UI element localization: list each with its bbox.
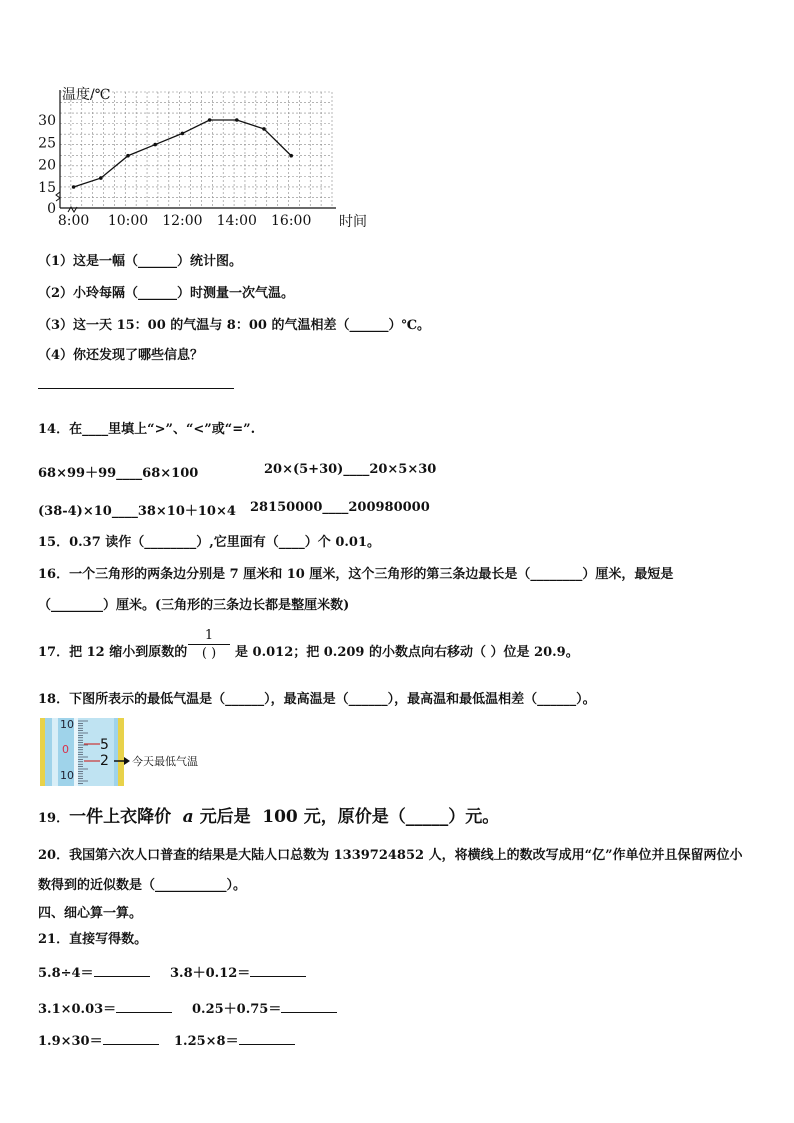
q20-line-1: 20．我国第六次人口普查的结果是大陆人口总数为 1339724852 人，将横线上的数改写成用“亿”作单位并且保留两位小 xyxy=(38,848,743,863)
q13-part2: （2）小玲每隔（______）时测量一次气温。 xyxy=(38,286,295,301)
data-point xyxy=(262,127,266,131)
q21-item-c xyxy=(38,998,172,1017)
chart-series xyxy=(72,118,293,189)
data-point xyxy=(289,154,293,158)
q21-item-a-expr: 5.8÷4＝ xyxy=(38,966,94,981)
data-point xyxy=(153,143,157,147)
fraction-numerator: 1 xyxy=(204,628,214,643)
q21-item-d-expr: 0.25＋0.75＝ xyxy=(192,1002,282,1017)
q17-fraction xyxy=(188,628,230,661)
y-tick-label: 20 xyxy=(38,157,56,174)
q19-number: 19． xyxy=(38,811,70,826)
y-tick-label: 25 xyxy=(38,135,56,152)
q18-text: 18．下图所表示的最低气温是（______），最高温是（______），最高温和最低温相差（______）。 xyxy=(38,692,596,707)
thermo-mark-low: 2 xyxy=(100,753,109,769)
q13-part3: （3）这一天 15：00 的气温与 8：00 的气温相差（______）℃。 xyxy=(38,318,431,333)
chart-grid xyxy=(60,92,332,208)
answer-blank[interactable] xyxy=(103,1030,159,1045)
temperature-series-line xyxy=(74,120,292,187)
y-tick-label: 30 xyxy=(38,113,56,129)
answer-blank[interactable] xyxy=(239,1030,295,1045)
q19-part-a: 一件上衣降价 xyxy=(69,807,172,827)
q21-item-d xyxy=(192,998,337,1017)
q14-title: 14．在____里填上“>”、“<”或“=”. xyxy=(38,422,256,437)
temperature-line-chart xyxy=(30,80,390,230)
q21-item-b-expr: 3.8＋0.12＝ xyxy=(170,966,251,981)
q14-expr-4: 28150000____200980000 xyxy=(250,500,430,515)
q19-amount: 100 xyxy=(262,807,298,827)
q15-text: 15．0.37 读作（________）,它里面有（____）个 0.01。 xyxy=(38,535,380,550)
thermo-label-top: 10 xyxy=(60,718,74,731)
chart-axes xyxy=(56,90,336,212)
q13-part1: （1）这是一幅（______）统计图。 xyxy=(38,254,243,269)
q21-item-f-expr: 1.25×8＝ xyxy=(174,1034,239,1049)
thermometer-outer-yellow-left xyxy=(40,718,45,786)
data-point xyxy=(72,185,76,189)
thermometer-outer-yellow-right xyxy=(118,718,124,786)
answer-blank[interactable] xyxy=(281,998,337,1013)
answer-blank[interactable] xyxy=(116,998,172,1013)
q21-item-c-expr: 3.1×0.03＝ xyxy=(38,1002,117,1017)
q13-part4: （4）你还发现了哪些信息？ xyxy=(38,348,204,363)
x-tick-label: 12:00 xyxy=(162,213,203,229)
q17-text-before: 17．把 12 缩小到原数的 xyxy=(38,645,188,660)
q14-expr-2: 20×(5+30)____20×5×30 xyxy=(264,462,437,477)
data-point xyxy=(126,154,130,158)
chart-ticks xyxy=(38,113,311,229)
data-point xyxy=(208,118,212,122)
answer-line[interactable] xyxy=(38,388,234,389)
y-axis-label: 温度/℃ xyxy=(62,87,111,103)
thermometer-tube xyxy=(74,718,78,786)
y-tick-label: 0 xyxy=(47,201,56,217)
answer-blank[interactable] xyxy=(94,962,150,977)
x-tick-label: 8:00 xyxy=(57,213,90,229)
q16-line-1: 16．一个三角形的两条边分别是 7 厘米和 10 厘米，这个三角形的第三条边最长是（________）厘米，最短是 xyxy=(38,567,674,582)
q21-item-e-expr: 1.9×30＝ xyxy=(38,1034,103,1049)
section-4-heading: 四、细心算一算。 xyxy=(38,906,143,921)
x-tick-label: 16:00 xyxy=(271,213,312,229)
q14-expr-3: (38-4)×10____38×10＋10×4 xyxy=(38,504,236,519)
q19-text xyxy=(38,802,499,827)
q19-part-b: 元后是 xyxy=(199,807,251,827)
x-tick-label: 14:00 xyxy=(216,213,257,229)
data-point xyxy=(99,176,103,180)
answer-blank[interactable] xyxy=(250,962,306,977)
q21-item-f xyxy=(174,1030,295,1049)
q19-variable: a xyxy=(182,807,194,827)
x-axis-label: 时间 xyxy=(339,214,367,230)
q21-item-b xyxy=(170,962,306,981)
thermo-label-bottom: 10 xyxy=(60,769,74,782)
q17-text-after: 是 0.012；把 0.209 的小数点向右移动（ ）位是 20.9。 xyxy=(235,645,579,660)
q14-expr-1: 68×99＋99____68×100 xyxy=(38,466,199,481)
thermometer-glass-left xyxy=(52,718,58,786)
thermometer-diagram xyxy=(40,718,210,786)
q21-item-a xyxy=(38,962,150,981)
data-point xyxy=(181,132,185,136)
q21-item-e xyxy=(38,1030,159,1049)
x-tick-label: 10:00 xyxy=(107,213,149,229)
q19-part-c: 元，原价是（_____）元。 xyxy=(303,807,500,827)
y-tick-label: 15 xyxy=(38,180,56,196)
q16-line-2: （________）厘米。(三角形的三条边长都是整厘米数) xyxy=(38,598,350,613)
thermo-mark-high: 5 xyxy=(100,737,109,753)
data-point xyxy=(235,118,239,122)
fraction-bar xyxy=(188,644,230,645)
q21-title: 21．直接写得数。 xyxy=(38,932,148,947)
fraction-denominator: ( ) xyxy=(201,646,217,661)
thermo-caption: 今天最低气温 xyxy=(132,755,198,768)
thermo-label-zero: 0 xyxy=(62,743,69,756)
q20-line-2: 数得到的近似数是（___________）。 xyxy=(38,878,247,893)
